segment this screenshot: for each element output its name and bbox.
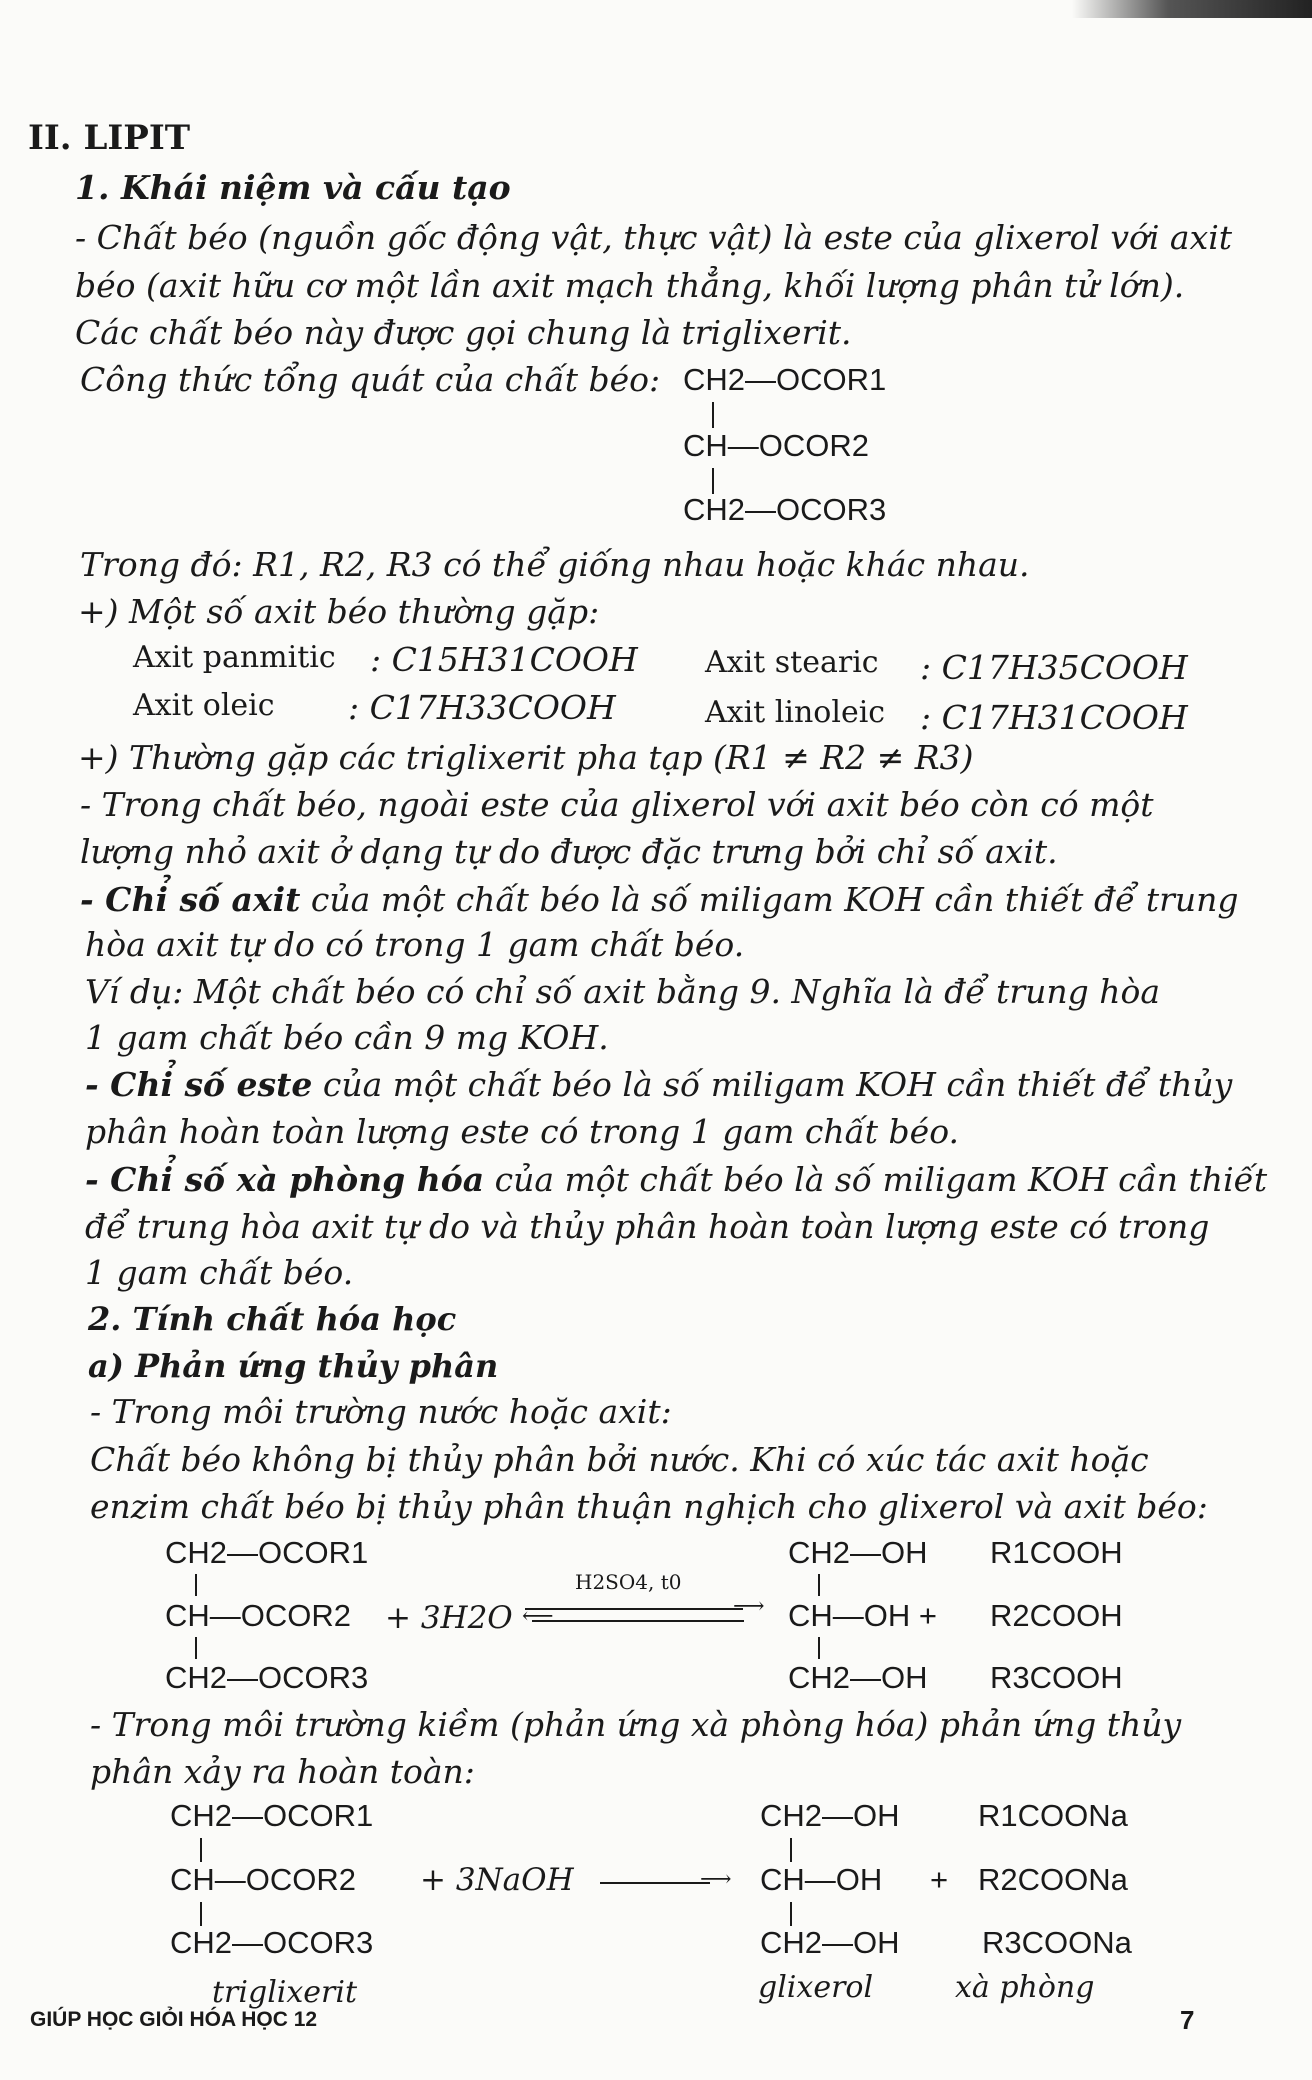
reactant-line-1: CH2—OCOR1 bbox=[170, 1798, 374, 1833]
base-environment-line-2: phân xảy ra hoàn toàn: bbox=[90, 1752, 475, 1791]
acid-product-1: R1COOH bbox=[990, 1535, 1123, 1570]
soap-product-2: R2COONa bbox=[978, 1862, 1128, 1897]
mixed-triglycerides: +) Thường gặp các triglixerit pha tạp (R1 ≠ R2 ≠ R3) bbox=[78, 738, 974, 777]
ester-index-line-1: - Chỉ số este của một chất béo là số miligam KOH cần thiết để thủy bbox=[85, 1065, 1233, 1104]
plus-sign: + bbox=[930, 1862, 949, 1897]
glycerol-line-1: CH2—OH bbox=[760, 1798, 900, 1833]
page-number: 7 bbox=[1180, 2005, 1195, 2035]
acid-environment: - Trong môi trường nước hoặc axit: bbox=[90, 1392, 672, 1431]
subsection-1-title: 1. Khái niệm và cấu tạo bbox=[75, 168, 511, 207]
acid-formula: : C17H35COOH bbox=[920, 648, 1188, 687]
paragraph-2-line-2: lượng nhỏ axit ở dạng tự do được đặc trưng bởi chỉ số axit. bbox=[80, 832, 1058, 871]
saponification-index-line-1: - Chỉ số xà phòng hóa của một chất béo là số miligam KOH cần thiết bbox=[85, 1160, 1268, 1199]
subsection-2-title: 2. Tính chất hóa học bbox=[88, 1300, 457, 1338]
glycerol-line-2: CH—OH bbox=[760, 1862, 883, 1897]
saponification-index-line-3: 1 gam chất béo. bbox=[85, 1253, 354, 1292]
paragraph-1-line-2: béo (axit hữu cơ một lần axit mạch thẳng, khối lượng phân tử lớn). bbox=[75, 266, 1185, 305]
acid-formula: : C17H31COOH bbox=[920, 698, 1188, 737]
example-line-2: 1 gam chất béo cần 9 mg KOH. bbox=[85, 1018, 609, 1057]
reaction-condition: H2SO4, t0 bbox=[575, 1570, 682, 1594]
forward-arrowhead: ⟶ bbox=[733, 1594, 765, 1619]
reaction-arrow bbox=[600, 1882, 710, 1884]
reactant-line-2: CH—OCOR2 bbox=[170, 1862, 357, 1897]
forward-arrow bbox=[525, 1608, 743, 1610]
section-title: II. LIPIT bbox=[28, 118, 191, 158]
reactant-line-3: CH2—OCOR3 bbox=[165, 1660, 369, 1695]
formula-line-3: CH2—OCOR3 bbox=[683, 492, 887, 527]
glycerol-line-3: CH2—OH bbox=[760, 1925, 900, 1960]
acid-index-line-1: - Chỉ số axit của một chất béo là số miligam KOH cần thiết để trung bbox=[80, 880, 1239, 919]
base-environment-line-1: - Trong môi trường kiềm (phản ứng xà phòng hóa) phản ứng thủy bbox=[90, 1705, 1182, 1744]
acid-name: Axit oleic bbox=[133, 688, 275, 723]
label-xa-phong: xà phòng bbox=[955, 1970, 1095, 2005]
paragraph-3-line-1: Chất béo không bị thủy phân bởi nước. Khi có xúc tác axit hoặc bbox=[90, 1440, 1149, 1479]
acid-formula: : C17H33COOH bbox=[348, 688, 616, 727]
acids-intro: +) Một số axit béo thường gặp: bbox=[78, 592, 600, 631]
paragraph-3-line-2: enzim chất béo bị thủy phân thuận nghịch cho glixerol và axit béo: bbox=[90, 1487, 1208, 1526]
saponification-index-line-2: để trung hòa axit tự do và thủy phân hoàn toàn lượng este có trong bbox=[85, 1207, 1210, 1246]
page-edge-shadow bbox=[1072, 0, 1312, 18]
acid-index-line-2: hòa axit tự do có trong 1 gam chất béo. bbox=[85, 925, 745, 964]
reagent-naoh: + 3NaOH bbox=[420, 1862, 574, 1898]
paragraph-1-line-3: Các chất béo này được gọi chung là triglixerit. bbox=[75, 313, 852, 352]
acid-formula: : C15H31COOH bbox=[370, 640, 638, 679]
reactant-line-3: CH2—OCOR3 bbox=[170, 1925, 374, 1960]
glycerol-line-1: CH2—OH bbox=[788, 1535, 928, 1570]
reverse-arrow bbox=[532, 1620, 744, 1622]
formula-line-1: CH2—OCOR1 bbox=[683, 362, 887, 397]
acid-product-3: R3COOH bbox=[990, 1660, 1123, 1695]
reagent-water: + 3H2O bbox=[385, 1600, 513, 1636]
reactant-line-2: CH—OCOR2 bbox=[165, 1598, 352, 1633]
acid-name: Axit stearic bbox=[705, 645, 879, 680]
glycerol-line-3: CH2—OH bbox=[788, 1660, 928, 1695]
soap-product-3: R3COONa bbox=[982, 1925, 1132, 1960]
ester-index-line-2: phân hoàn toàn lượng este có trong 1 gam chất béo. bbox=[85, 1112, 959, 1151]
subsection-2a-title: a) Phản ứng thủy phân bbox=[88, 1347, 499, 1385]
acid-name: Axit panmitic bbox=[133, 640, 336, 675]
note-r-groups: Trong đó: R1, R2, R3 có thể giống nhau hoặc khác nhau. bbox=[80, 545, 1030, 584]
formula-line-2: CH—OCOR2 bbox=[683, 428, 870, 463]
paragraph-2-line-1: - Trong chất béo, ngoài este của glixerol với axit béo còn có một bbox=[80, 785, 1154, 824]
example-line-1: Ví dụ: Một chất béo có chỉ số axit bằng 9. Nghĩa là để trung hòa bbox=[85, 972, 1161, 1011]
acid-name: Axit linoleic bbox=[705, 695, 886, 730]
soap-product-1: R1COONa bbox=[978, 1798, 1128, 1833]
label-glixerol: glixerol bbox=[758, 1970, 874, 2005]
book-footer: GIÚP HỌC GIỎI HÓA HỌC 12 bbox=[30, 2008, 318, 2031]
glycerol-line-2: CH—OH + bbox=[788, 1598, 937, 1633]
reaction-arrowhead: ⟶ bbox=[700, 1867, 732, 1892]
label-triglixerit: triglixerit bbox=[212, 1975, 358, 2010]
acid-product-2: R2COOH bbox=[990, 1598, 1123, 1633]
reverse-arrowhead: ⟵ bbox=[522, 1604, 554, 1629]
reactant-line-1: CH2—OCOR1 bbox=[165, 1535, 369, 1570]
formula-intro: Công thức tổng quát của chất béo: bbox=[80, 360, 661, 399]
paragraph-1-line-1: - Chất béo (nguồn gốc động vật, thực vật) là este của glixerol với axit bbox=[75, 218, 1233, 257]
